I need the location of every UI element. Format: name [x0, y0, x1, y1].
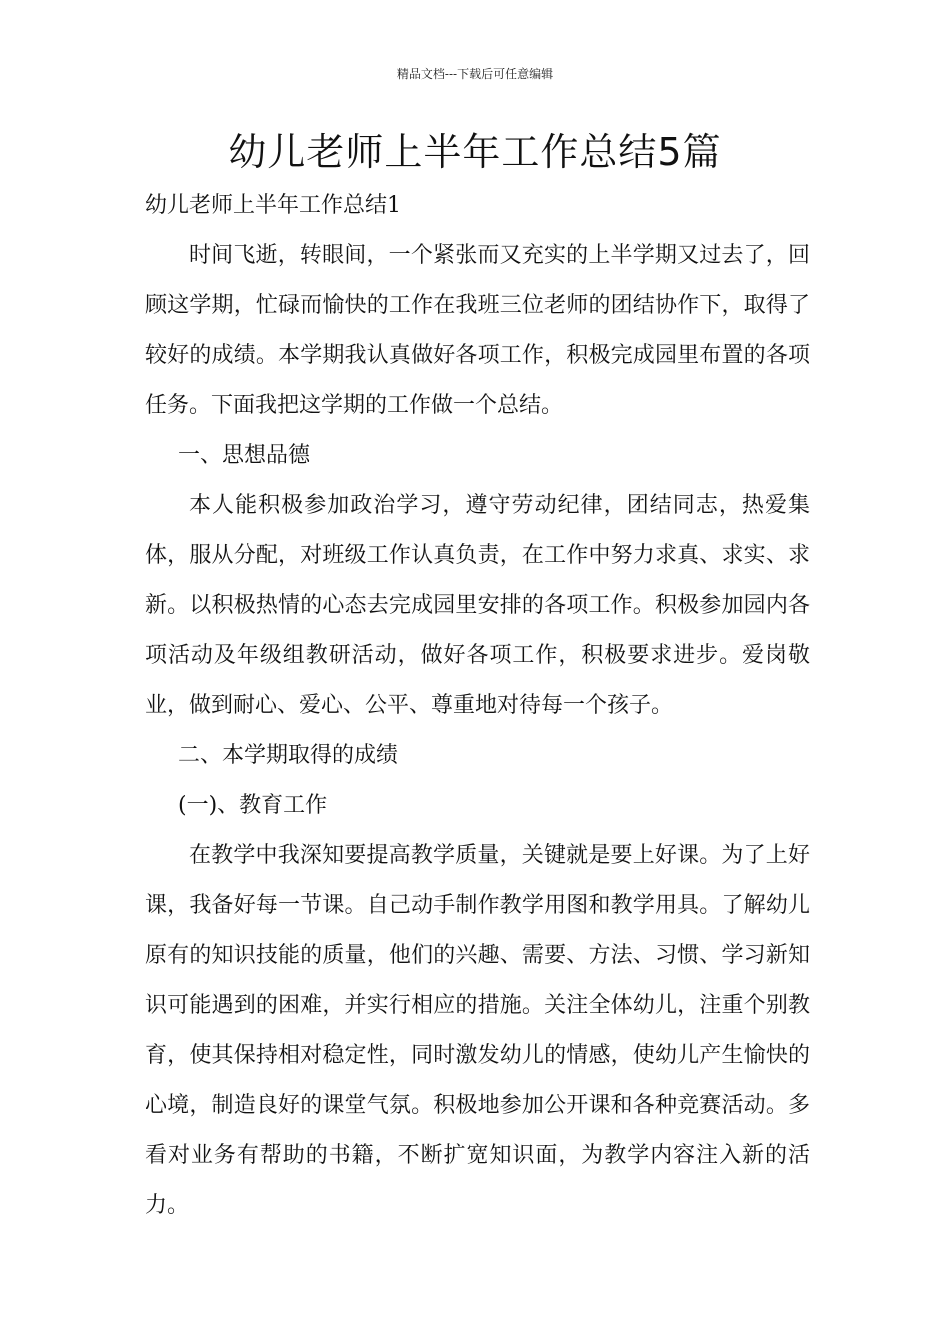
subsection-heading-education: (一)、教育工作 [178, 793, 328, 818]
education-paragraph: 在教学中我深知要提高教学质量，关键就是要上好课。为了上好课，我备好每一节课。自己动手制作教学用图和教学用具。了解幼儿原有的知识技能的质量，他们的兴趣、需要、方法、习惯、学习新知识可能遇到的困难，并实行相应的措施。关注全体幼儿，注重个别教育，使其保持相对稳定性，同时激发幼儿的情感，使幼儿产生愉快的心境，制造良好的课堂气氛。积极地参加公开课和各种竞赛活动。多看对业务有帮助的书籍，不断扩宽知识面，为教学内容注入新的活力。 [145, 843, 810, 1218]
header-note: 精品文档---下载后可任意编辑 [396, 67, 554, 81]
document-body [145, 181, 810, 1231]
document-subtitle: 幼儿老师上半年工作总结1 [145, 193, 401, 218]
section-heading-achievements: 二、本学期取得的成绩 [178, 743, 399, 768]
section-heading-ideology: 一、思想品德 [178, 443, 311, 468]
ideology-paragraph: 本人能积极参加政治学习，遵守劳动纪律，团结同志，热爱集体，服从分配，对班级工作认真负责，在工作中努力求真、求实、求新。以积极热情的心态去完成园里安排的各项工作。积极参加园内各项活动及年级组教研活动，做好各项工作，积极要求进步。爱岗敬业，做到耐心、爱心、公平、尊重地对待每一个孩子。 [145, 493, 810, 718]
document-title: 幼儿老师上半年工作总结5篇 [228, 130, 722, 174]
intro-paragraph: 时间飞逝，转眼间，一个紧张而又充实的上半学期又过去了，回顾这学期，忙碌而愉快的工作在我班三位老师的团结协作下，取得了较好的成绩。本学期我认真做好各项工作，积极完成园里布置的各项任务。下面我把这学期的工作做一个总结。 [145, 243, 810, 418]
